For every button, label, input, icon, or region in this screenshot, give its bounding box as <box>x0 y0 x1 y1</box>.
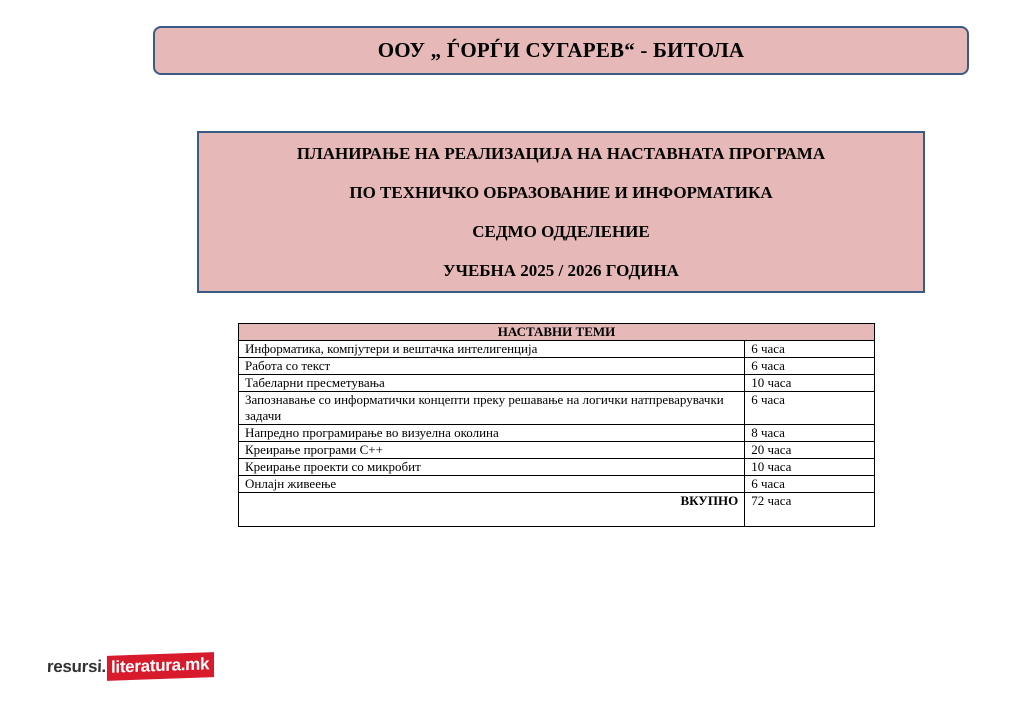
table-header: НАСТАВНИ ТЕМИ <box>239 324 875 341</box>
topic-name: Креирање програми C++ <box>239 442 745 459</box>
topic-hours: 6 часа <box>745 341 875 358</box>
total-value: 72 часа <box>745 493 875 527</box>
topic-hours: 6 часа <box>745 392 875 425</box>
table-row <box>239 341 875 358</box>
plan-title-box <box>197 131 925 293</box>
table-row <box>239 358 875 375</box>
topic-name: Запознавање со информатички концепти преку решавање на логички натпреварувачки задачи <box>239 392 745 425</box>
school-banner <box>153 26 969 75</box>
plan-title-line-4: УЧЕБНА 2025 / 2026 ГОДИНА <box>443 261 679 280</box>
topic-name: Работа со текст <box>239 358 745 375</box>
topic-hours: 6 часа <box>745 358 875 375</box>
topics-table <box>238 323 875 527</box>
topic-name: Информатика, компјутери и вештачка интелигенција <box>239 341 745 358</box>
topic-hours: 20 часа <box>745 442 875 459</box>
plan-title-line-1: ПЛАНИРАЊЕ НА РЕАЛИЗАЦИЈА НА НАСТАВНАТА ПРОГРАМА <box>296 144 826 163</box>
table-row <box>239 392 875 425</box>
logo-text-resursi: resursi. <box>46 656 107 676</box>
literatura-logo <box>47 654 215 679</box>
topic-hours: 6 часа <box>745 476 875 493</box>
topic-hours: 8 часа <box>745 425 875 442</box>
table-row <box>239 476 875 493</box>
topic-name: Онлајн живеење <box>239 476 745 493</box>
total-row <box>239 493 875 527</box>
school-title: ООУ „ ЃОРЃИ СУГАРЕВ“ - БИТОЛА <box>377 38 745 62</box>
table-row <box>239 459 875 476</box>
logo-text-literatura: literatura.mk <box>107 652 214 681</box>
total-label: ВКУПНО <box>239 493 745 527</box>
topic-name: Креирање проекти со микробит <box>239 459 745 476</box>
topic-name: Табеларни пресметувања <box>239 375 745 392</box>
table-row <box>239 425 875 442</box>
table-row <box>239 375 875 392</box>
table-header-row <box>239 324 875 341</box>
table-row <box>239 442 875 459</box>
topic-hours: 10 часа <box>745 375 875 392</box>
plan-title-line-3: СЕДМО ОДДЕЛЕНИЕ <box>472 222 650 241</box>
topic-hours: 10 часа <box>745 459 875 476</box>
plan-title-line-2: ПО ТЕХНИЧКО ОБРАЗОВАНИЕ И ИНФОРМАТИКА <box>349 183 773 202</box>
topic-name: Напредно програмирање во визуелна околина <box>239 425 745 442</box>
